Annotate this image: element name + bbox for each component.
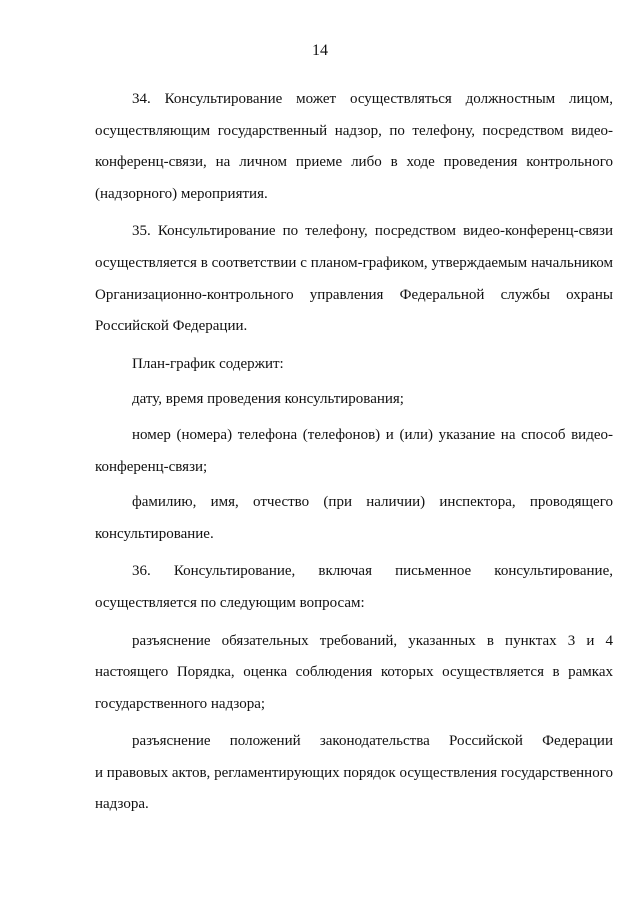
paragraph-34	[95, 84, 613, 210]
paragraph-plan-schedule	[95, 349, 613, 381]
paragraph-line: План-график содержит:	[132, 355, 284, 372]
paragraph-line: 36. Консультирование, включая письменное консультирование,	[132, 563, 613, 580]
paragraph-line: разъяснение положений законодательства Российской Федерации	[132, 733, 613, 750]
paragraph-line: настоящего Порядка, оценка соблюдения которых осуществляется в рамках	[95, 664, 613, 681]
paragraph-line: номер (номера) телефона (телефонов) и (или) указание на способ видео-	[132, 426, 613, 443]
paragraph-line: 35. Консультирование по телефону, посредством видео-конференц-связи	[132, 223, 613, 240]
paragraph-line: фамилию, имя, отчество (при наличии) инспектора, проводящего	[132, 494, 613, 511]
list-item-inspector	[95, 487, 613, 550]
list-item-phone	[95, 420, 613, 483]
paragraph-line: дату, время проведения консультирования;	[132, 391, 404, 408]
paragraph-36	[95, 556, 613, 619]
page-number: 14	[312, 42, 328, 59]
paragraph-line: и правовых актов, регламентирующих порядок осуществления государственного	[95, 764, 613, 781]
paragraph-line: конференц-связи, на личном приеме либо в ходе проведения контрольного	[95, 154, 613, 171]
paragraph-line: осуществляющим государственный надзор, по телефону, посредством видео-	[95, 122, 613, 139]
list-item-date-time	[95, 384, 613, 416]
list-item-requirements	[95, 626, 613, 721]
paragraph-line: осуществляется по следующим вопросам:	[95, 594, 365, 611]
paragraph-line: конференц-связи;	[95, 458, 208, 475]
paragraph-line: разъяснение обязательных требований, указанных в пунктах 3 и 4	[132, 632, 613, 649]
paragraph-line: 34. Консультирование может осуществляться должностным лицом,	[132, 91, 613, 107]
paragraph-line: консультирование.	[95, 525, 214, 542]
document-body	[95, 84, 613, 821]
paragraph-line: надзора.	[95, 796, 149, 813]
paragraph-line: Российской Федерации.	[95, 318, 248, 335]
paragraph-line: Организационно-контрольного управления Федеральной службы охраны	[95, 286, 613, 303]
list-item-legislation	[95, 726, 613, 821]
paragraph-line: осуществляется в соответствии с планом-графиком, утверждаемым начальником	[95, 254, 613, 271]
paragraph-line: (надзорного) мероприятия.	[95, 185, 268, 202]
paragraph-35	[95, 216, 613, 342]
paragraph-line: государственного надзора;	[95, 695, 266, 712]
